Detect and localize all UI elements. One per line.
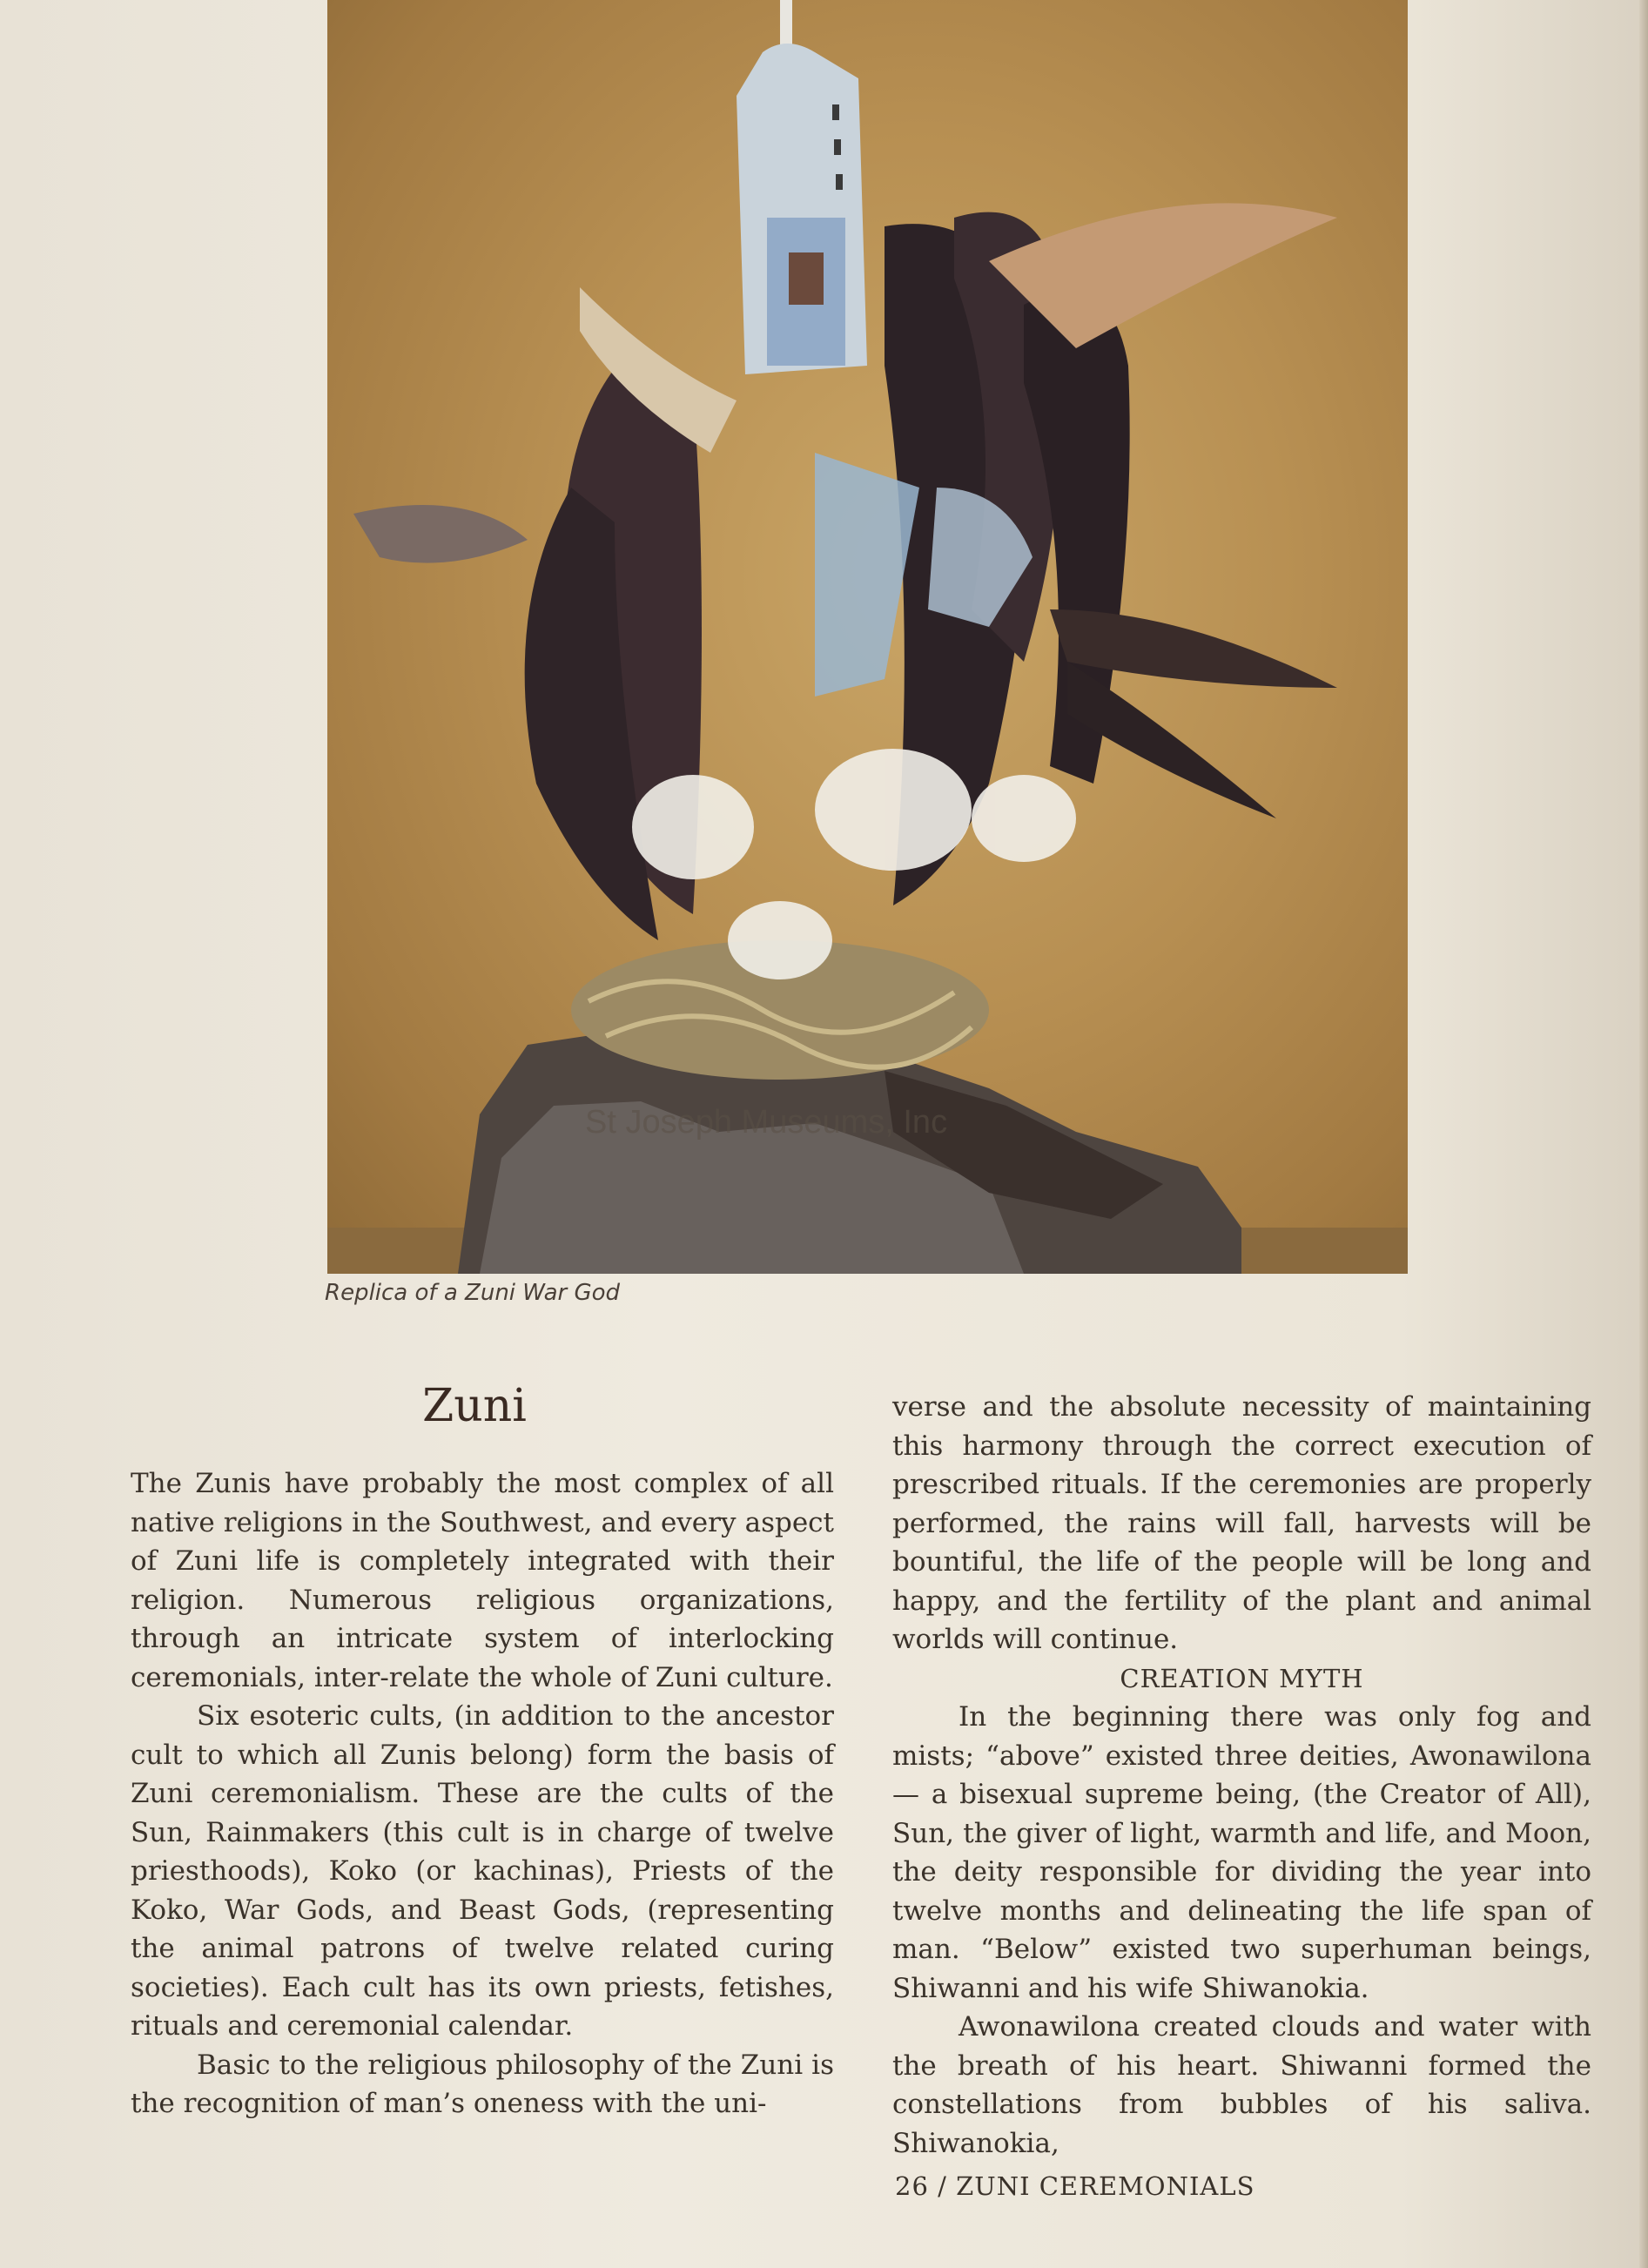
war-god-illustration (327, 0, 1408, 1274)
paragraph-harmony: verse and the absolute necessity of maintaining this harmony through the correct execution of prescribed rituals. If the ceremonies are properly performed, the rains will fall, harvests will be bountiful, the life of the people will be long and happy, and the fertility of the plant and animal worlds will continue. (892, 1391, 1591, 1655)
left-column (131, 1464, 834, 2123)
page-edge (1639, 0, 1648, 2268)
article-title: Zuni (422, 1380, 527, 1432)
paragraph-creation-2: Awonawilona created clouds and water with the breath of his heart. Shiwanni formed the constellations from bubbles of his saliva. Shiwanokia, (892, 2011, 1591, 2159)
section-heading: CREATION MYTH (1120, 1663, 1364, 1693)
watermark: St Joseph Museums, Inc (585, 1104, 948, 1141)
war-god-photograph (327, 0, 1408, 1274)
right-column (892, 1388, 1591, 2163)
paragraph-cults: Six esoteric cults, (in addition to the ancestor cult to which all Zunis belong) form the basis of Zuni ceremonialism. These are the cults of the Sun, Rainmakers (this cult is in charge of twelve priesthoods), Koko (or kachinas), Priests of the Koko, War Gods, and Beast Gods, (representing the animal patrons of twelve related curing societies). Each cult has its own priests, fetishes, rituals and ceremonial calendar. (131, 1700, 834, 2042)
page-footer: 26 / ZUNI CEREMONIALS (895, 2171, 1255, 2201)
photo-caption: Replica of a Zuni War God (325, 1280, 621, 1306)
paragraph-intro: The Zunis have probably the most complex of all native religions in the Southwest, and every aspect of Zuni life is completely integrated with their religion. Numerous religious organizations, through an intricate system of interlocking ceremonials, inter-relate the whole of Zuni culture. (131, 1468, 834, 1693)
paragraph-creation-1: In the beginning there was only fog and mists; “above” existed three deities, Awonawilona — a bisexual supreme being, (the Creator of All), Sun, the giver of light, warmth and life, and Moon, the deity responsible for dividing the year into twelve months and delineating the life span of man. “Below” existed two superhuman beings, Shiwanni and his wife Shiwanokia. (892, 1701, 1591, 2004)
paragraph-philosophy: Basic to the religious philosophy of the Zuni is the recognition of man’s oneness with the uni- (131, 2049, 834, 2119)
